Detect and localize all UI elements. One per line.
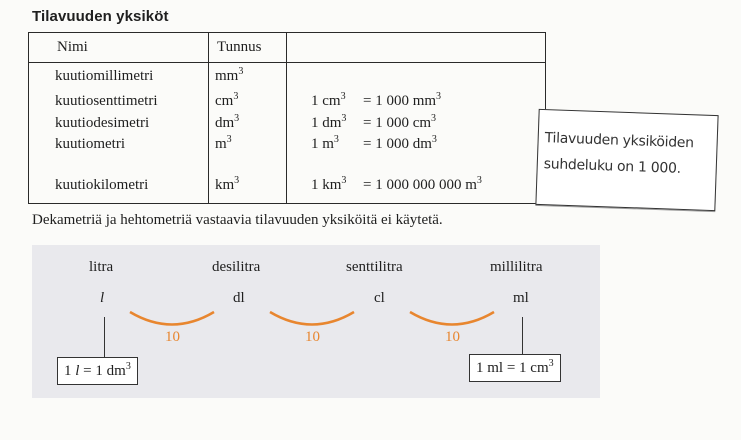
connector-line xyxy=(104,317,105,357)
unit-symbol: $mm^3$ xyxy=(215,66,244,84)
liter-units-panel xyxy=(32,245,600,398)
note-line: Tilavuuden yksiköiden xyxy=(544,130,694,152)
unit-symbol-dl: dl xyxy=(233,290,245,306)
handwritten-note xyxy=(535,109,718,211)
conversion-right: = 1 000 000 000 $m^3$ xyxy=(363,175,482,193)
conversion-arc xyxy=(410,312,494,325)
unit-symbol-ml: ml xyxy=(513,290,529,306)
column-header-name: Nimi xyxy=(57,39,88,55)
unit-symbol: $cm^3$ xyxy=(215,91,239,109)
column-header-symbol: Tunnus xyxy=(217,39,262,55)
conversion-right: = 1 000 $dm^3$ xyxy=(363,134,437,152)
unit-name: kuutiodesimetri xyxy=(55,115,150,131)
conversion-arc xyxy=(270,312,354,325)
unit-symbol-cl: cl xyxy=(374,290,385,306)
unit-label-senttilitra: senttilitra xyxy=(346,259,403,275)
conversion-arc xyxy=(130,312,214,325)
unit-label-litra: litra xyxy=(89,259,114,275)
conversion-right: = 1 000 $cm^3$ xyxy=(363,113,437,131)
unit-name: kuutiokilometri xyxy=(55,177,149,193)
factor-label: 10 xyxy=(165,329,180,345)
conversion-left: 1 $cm^3$ xyxy=(311,91,346,109)
unit-symbol: $m^3$ xyxy=(215,134,232,152)
conversion-left: 1 $km^3$ xyxy=(311,175,347,193)
unit-symbol-l: l xyxy=(100,290,105,306)
table-column-divider xyxy=(208,33,209,203)
unit-symbol: $dm^3$ xyxy=(215,113,240,131)
unit-label-desilitra: desilitra xyxy=(212,259,261,275)
volume-units-table xyxy=(28,32,546,204)
conversion-right: = 1 000 $mm^3$ xyxy=(363,91,442,109)
unit-name: kuutiosenttimetri xyxy=(55,93,158,109)
section-heading: Tilavuuden yksiköt xyxy=(32,8,169,25)
info-sentence: Dekametriä ja hehtometriä vastaavia tilavuuden yksiköitä ei käytetä. xyxy=(32,212,443,228)
unit-name: kuutiomillimetri xyxy=(55,68,154,84)
table-column-divider xyxy=(286,33,287,203)
equivalence-box-milliliter: 1 ml = 1 $cm^3$ xyxy=(469,354,561,382)
connector-line xyxy=(522,317,523,354)
unit-name: kuutiometri xyxy=(55,136,125,152)
table-header-divider xyxy=(29,62,545,63)
factor-label: 10 xyxy=(305,329,320,345)
unit-symbol: $km^3$ xyxy=(215,175,240,193)
unit-label-millilitra: millilitra xyxy=(490,259,543,275)
factor-label: 10 xyxy=(445,329,460,345)
conversion-left: 1 $m^3$ xyxy=(311,134,339,152)
equivalence-box-liter: 1 l = 1 $dm^3$ xyxy=(57,357,138,385)
note-line: suhdeluku on 1 000. xyxy=(543,156,682,177)
conversion-left: 1 $dm^3$ xyxy=(311,113,347,131)
